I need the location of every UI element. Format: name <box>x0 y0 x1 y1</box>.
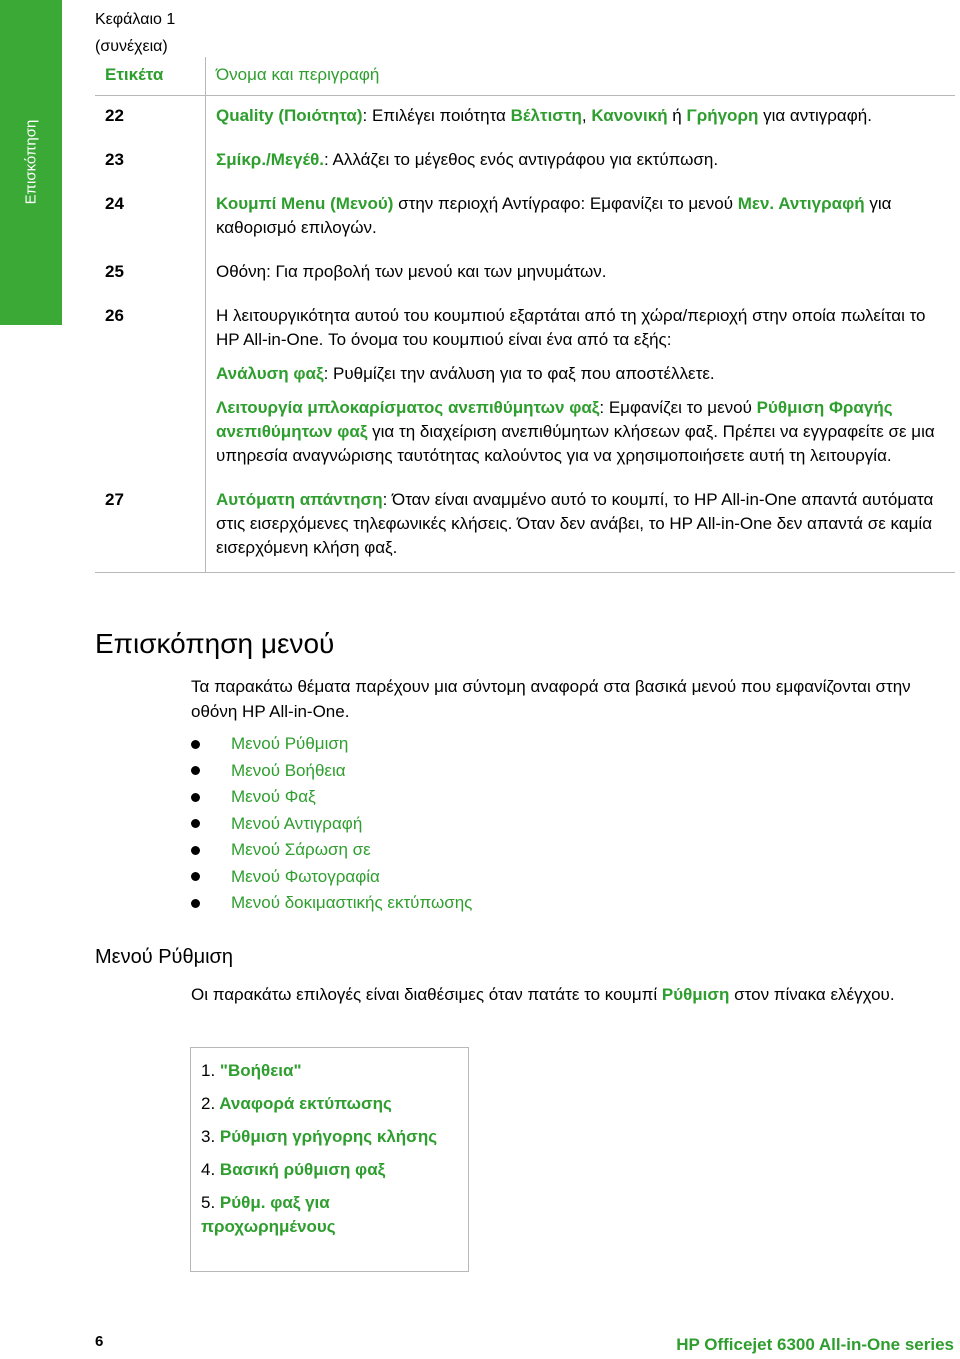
setup-option-print-report: 2. Αναφορά εκτύπωσης <box>201 1094 392 1113</box>
page-number: 6 <box>95 1333 104 1350</box>
list-item <box>191 758 472 785</box>
legend-row <box>95 480 955 573</box>
link-fax-menu[interactable]: Μενού Φαξ <box>231 787 316 807</box>
term: Ανάλυση φαξ <box>216 364 324 383</box>
bullet-icon <box>191 846 200 855</box>
header-label: Ετικέτα <box>95 57 206 96</box>
bullet-icon <box>191 793 200 802</box>
row-description: Αυτόματη απάντηση: Όταν είναι αναμμένο αυτό το κουμπί, το HP All-in-One απαντά αυτόματα στις εισερχόμενες τηλεφωνικές κλήσεις. Όταν δεν ανάβει, το HP All-in-One δεν απαντά σε καμία εισερχόμενη κλήση φαξ. <box>206 480 956 573</box>
setup-description: Οι παρακάτω επιλογές είναι διαθέσιμες όταν πατάτε το κουμπί Ρύθμιση στον πίνακα ελέγχου. <box>191 985 895 1004</box>
term: Κουμπί Menu (Μενού) <box>216 194 394 213</box>
row-description: Σμίκρ./Μεγέθ.: Αλλάζει το μέγεθος ενός αντιγράφου για εκτύπωση. <box>216 150 719 169</box>
row-description: Η λειτουργικότητα αυτού του κουμπιού εξαρτάται από τη χώρα/περιοχή στην οποία πωλείται το HP All-in-One. Το όνομα του κουμπιού είναι ένα από τα εξής: Ανάλυση φαξ: Ρυθμίζει την ανάλυση για το φαξ που αποστέλλετε. Λειτουργία μπλοκαρίσματος ανεπιθύμητων φαξ: Εμφανίζει το μενού Ρύθμιση Φραγής ανεπιθύμητων φαξ για τη διαχείριση ανεπιθύμητων κλήσεων φαξ. Πρέπει να εγγραφείτε σε μια υπηρεσία αναγνώρισης ταυτότητας καλούντος για να χρησιμοποιήσετε αυτή τη λειτουργία. <box>206 296 956 480</box>
bullet-icon <box>191 766 200 775</box>
legend-row <box>95 140 955 184</box>
term: Quality (Ποιότητα) <box>216 106 363 125</box>
row-description: Κουμπί Menu (Μενού) στην περιοχή Αντίγραφο: Εμφανίζει το μενού Μεν. Αντιγραφή για καθορισμό επιλογών. <box>216 194 892 237</box>
list-item <box>191 864 472 891</box>
chapter-heading <box>95 6 205 60</box>
bullet-icon <box>191 872 200 881</box>
link-setup-menu[interactable]: Μενού Ρύθμιση <box>231 734 349 754</box>
link-scan-to-menu[interactable]: Μενού Σάρωση σε <box>231 840 371 860</box>
option-fax-resolution: Ανάλυση φαξ: Ρυθμίζει την ανάλυση για το φαξ που αποστέλλετε. <box>216 364 715 383</box>
side-tab-label: Επισκόπηση <box>22 119 40 205</box>
link-proof-sheet-menu[interactable]: Μενού δοκιμαστικής εκτύπωσης <box>231 893 473 913</box>
chapter-continued: (συνέχεια) <box>95 38 168 55</box>
term: Λειτουργία μπλοκαρίσματος ανεπιθύμητων φαξ <box>216 398 600 417</box>
section-title: Επισκόπηση μενού <box>95 628 335 659</box>
legend-row <box>95 184 955 252</box>
term: Βέλτιστη <box>510 106 582 125</box>
term: Ρύθμιση Φραγής ανεπιθύμητων φαξ <box>216 398 893 441</box>
row-number: 22 <box>95 96 206 141</box>
bullet-icon <box>191 740 200 749</box>
legend-table <box>95 57 955 573</box>
setup-option-help: 1. "Βοήθεια" <box>201 1061 302 1080</box>
menu-link-list <box>191 731 472 917</box>
row-description: Οθόνη: Για προβολή των μενού και των μηνυμάτων. <box>216 262 607 281</box>
link-help-menu[interactable]: Μενού Βοήθεια <box>231 760 346 780</box>
list-item <box>191 890 472 917</box>
legend-row <box>95 296 955 480</box>
setup-option-speed-dial: 3. Ρύθμιση γρήγορης κλήσης <box>201 1127 438 1146</box>
row-number: 23 <box>95 140 206 184</box>
link-copy-menu[interactable]: Μενού Αντιγραφή <box>231 813 363 833</box>
row-number: 26 <box>95 296 206 480</box>
term: Αυτόματη απάντηση <box>216 490 383 509</box>
setup-option-advanced-fax: 5. Ρύθμ. φαξ για προχωρημένους <box>201 1193 336 1236</box>
footer-title: HP Officejet 6300 All-in-One series <box>676 1335 954 1354</box>
term: Σμίκρ./Μεγέθ. <box>216 150 325 169</box>
term: Κανονική <box>591 106 668 125</box>
term: Ρύθμιση <box>661 985 730 1004</box>
setup-option-basic-fax: 4. Βασική ρύθμιση φαξ <box>201 1160 386 1179</box>
legend-row <box>95 96 955 141</box>
link-photo-menu[interactable]: Μενού Φωτογραφία <box>231 866 380 886</box>
subsection-title: Μενού Ρύθμιση <box>95 946 234 968</box>
legend-header-row <box>95 57 955 96</box>
bullet-icon <box>191 899 200 908</box>
row-number: 24 <box>95 184 206 252</box>
row-description: Quality (Ποιότητα): Επιλέγει ποιότητα Βέλτιστη, Κανονική ή Γρήγορη για αντιγραφή. <box>216 106 872 125</box>
header-name-description: Όνομα και περιγραφή <box>206 57 956 96</box>
option-junk-fax-blocker: Λειτουργία μπλοκαρίσματος ανεπιθύμητων φαξ: Εμφανίζει το μενού Ρύθμιση Φραγής ανεπιθύμητων φαξ για τη διαχείριση ανεπιθύμητων κλήσεων φαξ. Πρέπει να εγγραφείτε σε μια υπηρεσία αναγνώρισης ταυτότητας καλούντος για να χρησιμοποιήσετε αυτή τη λειτουργία. <box>216 398 935 465</box>
bullet-icon <box>191 819 200 828</box>
list-item <box>191 731 472 758</box>
row-number: 25 <box>95 252 206 296</box>
setup-options-box <box>190 1047 469 1272</box>
list-item <box>191 784 472 811</box>
list-item <box>191 837 472 864</box>
term: Μεν. Αντιγραφή <box>737 194 865 213</box>
chapter-label: Κεφάλαιο 1 <box>95 11 176 28</box>
side-tab <box>0 0 62 325</box>
section-intro: Τα παρακάτω θέματα παρέχουν μια σύντομη αναφορά στα βασικά μενού που εμφανίζονται στην οθόνη HP All-in-One. <box>191 677 911 721</box>
legend-row <box>95 252 955 296</box>
term: Γρήγορη <box>686 106 759 125</box>
list-item <box>191 811 472 838</box>
row-number: 27 <box>95 480 206 573</box>
